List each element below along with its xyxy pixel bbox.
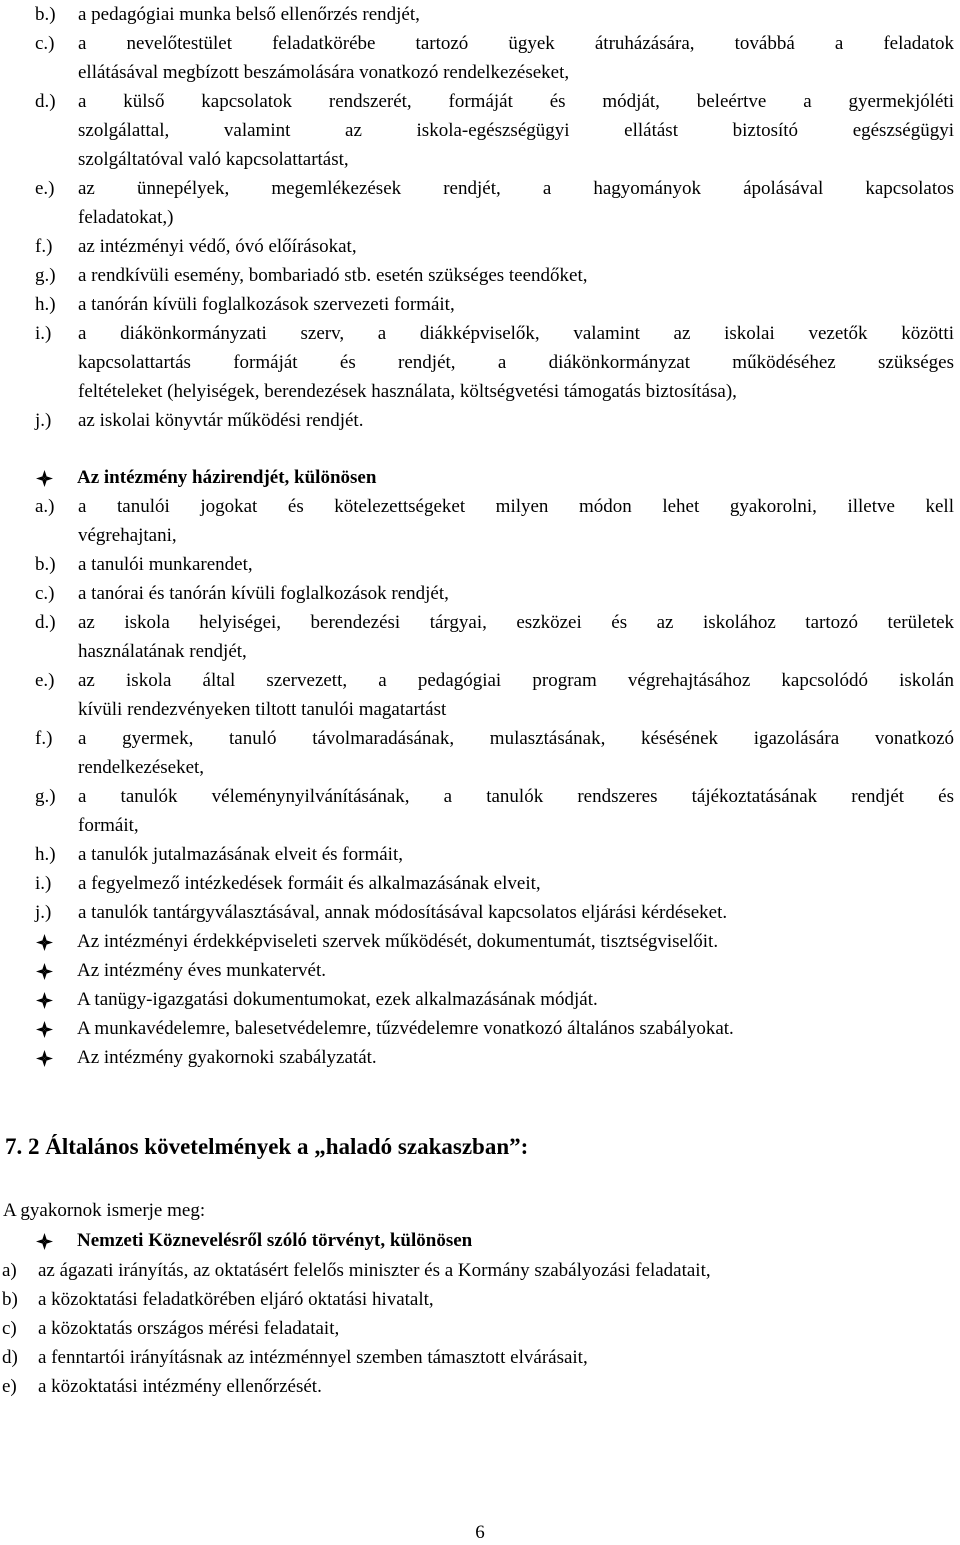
diamond-bullet-icon bbox=[36, 963, 53, 980]
item-label: i.) bbox=[35, 323, 52, 344]
bullet-text: A tanügy-igazgatási dokumentumokat, ezek alkalmazásának módját. bbox=[77, 989, 598, 1010]
item-text: a gyermek, tanuló távolmaradásának, mulasztásának, késésének igazolására vonatkozó bbox=[78, 728, 954, 749]
item-text: a közoktatás országos mérési feladatait, bbox=[38, 1318, 340, 1339]
item-text: az iskola által szervezett, a pedagógiai program végrehajtásához kapcsolódó iskolán bbox=[78, 670, 954, 691]
item-text: szolgáltatóval való kapcsolattartást, bbox=[78, 149, 349, 170]
item-text: a diákönkormányzati szerv, a diákképviselők, valamint az iskolai vezetők közötti bbox=[78, 323, 954, 344]
item-text: használatának rendjét, bbox=[78, 641, 247, 662]
item-text: a tanórai és tanórán kívüli foglalkozások rendjét, bbox=[78, 583, 449, 604]
item-text: kapcsolattartás formáját és rendjét, a diákönkormányzat működéséhez szükséges bbox=[78, 352, 954, 373]
item-label: e.) bbox=[35, 178, 55, 199]
item-text: feltételeket (helyiségek, berendezések használata, költségvetési támogatás biztosítása), bbox=[78, 381, 737, 402]
bullet-text: Az intézmény gyakornoki szabályzatát. bbox=[77, 1047, 377, 1068]
item-label: c) bbox=[2, 1318, 17, 1339]
item-label: b.) bbox=[35, 554, 56, 575]
item-text: szolgálattal, valamint az iskola-egészségügyi ellátást biztosító egészségügyi bbox=[78, 120, 954, 141]
item-label: f.) bbox=[35, 236, 53, 257]
diamond-bullet-icon bbox=[36, 1050, 53, 1067]
diamond-bullet-icon bbox=[36, 934, 53, 951]
item-label: d) bbox=[2, 1347, 18, 1368]
item-text: az iskola helyiségei, berendezési tárgyai, eszközei és az iskolához tartozó területek bbox=[78, 612, 954, 633]
item-label: c.) bbox=[35, 33, 55, 54]
item-label: a) bbox=[2, 1260, 17, 1281]
item-text: kívüli rendezvényeken tiltott tanulói magatartást bbox=[78, 699, 447, 720]
item-label: i.) bbox=[35, 873, 52, 894]
item-label: c.) bbox=[35, 583, 55, 604]
item-text: a tanórán kívüli foglalkozások szervezeti formáit, bbox=[78, 294, 455, 315]
item-text: a tanulók véleménynyilvánításának, a tanulók rendszeres tájékoztatásának rendjét és bbox=[78, 786, 954, 807]
item-text: a tanulók tantárgyválasztásával, annak módosításával kapcsolatos eljárási kérdéseket. bbox=[78, 902, 728, 923]
item-text: a pedagógiai munka belső ellenőrzés rendjét, bbox=[78, 4, 420, 25]
item-text: az intézményi védő, óvó előírásokat, bbox=[78, 236, 357, 257]
item-text: a tanulók jutalmazásának elveit és formáit, bbox=[78, 844, 403, 865]
item-text: a külső kapcsolatok rendszerét, formáját és módját, beleértve a gyermekjóléti bbox=[78, 91, 954, 112]
item-text: a nevelőtestület feladatkörébe tartozó ügyek átruházására, továbbá a feladatok bbox=[78, 33, 954, 54]
item-label: g.) bbox=[35, 265, 56, 286]
item-text: formáit, bbox=[78, 815, 139, 836]
diamond-bullet-icon bbox=[36, 1233, 53, 1250]
item-label: a.) bbox=[35, 496, 55, 517]
diamond-bullet-icon bbox=[36, 992, 53, 1009]
item-text: a rendkívüli esemény, bombariadó stb. esetén szükséges teendőket, bbox=[78, 265, 588, 286]
intro-label: A gyakornok ismerje meg: bbox=[3, 1200, 206, 1221]
item-label: b) bbox=[2, 1289, 18, 1310]
item-text: az ünnepélyek, megemlékezések rendjét, a hagyományok ápolásával kapcsolatos bbox=[78, 178, 954, 199]
item-text: a közoktatási intézmény ellenőrzését. bbox=[38, 1376, 322, 1397]
heading-text: Az intézmény házirendjét, különösen bbox=[77, 467, 377, 488]
item-text: rendelkezéseket, bbox=[78, 757, 205, 778]
item-text: a fegyelmező intézkedések formáit és alkalmazásának elveit, bbox=[78, 873, 541, 894]
item-text: a közoktatási feladatkörében eljáró oktatási hivatalt, bbox=[38, 1289, 434, 1310]
item-label: j.) bbox=[35, 902, 52, 923]
item-label: h.) bbox=[35, 844, 56, 865]
section-heading: 7. 2 Általános követelmények a „haladó szakaszban”: bbox=[5, 1134, 529, 1159]
item-label: b.) bbox=[35, 4, 56, 25]
item-text: a fenntartói irányításnak az intézménnyel szemben támasztott elvárásait, bbox=[38, 1347, 588, 1368]
item-label: e.) bbox=[35, 670, 55, 691]
item-label: f.) bbox=[35, 728, 53, 749]
item-label: j.) bbox=[35, 410, 52, 431]
diamond-bullet-icon bbox=[36, 470, 53, 487]
item-label: e) bbox=[2, 1376, 17, 1397]
bullet-text: Az intézmény éves munkatervét. bbox=[77, 960, 327, 981]
item-label: g.) bbox=[35, 786, 56, 807]
item-text: az iskolai könyvtár működési rendjét. bbox=[78, 410, 364, 431]
item-label: d.) bbox=[35, 612, 56, 633]
diamond-bullet-icon bbox=[36, 1021, 53, 1038]
item-text: a tanulói jogokat és kötelezettségeket milyen módon lehet gyakorolni, illetve kell bbox=[78, 496, 954, 517]
item-text: ellátásával megbízott beszámolására vonatkozó rendelkezéseket, bbox=[78, 62, 570, 83]
heading-text: Nemzeti Köznevelésről szóló törvényt, különösen bbox=[77, 1230, 473, 1251]
item-label: h.) bbox=[35, 294, 56, 315]
item-label: d.) bbox=[35, 91, 56, 112]
bullet-text: Az intézményi érdekképviseleti szervek működését, dokumentumát, tisztségviselőit. bbox=[77, 931, 719, 952]
bullet-text: A munkavédelemre, balesetvédelemre, tűzvédelemre vonatkozó általános szabályokat. bbox=[77, 1018, 734, 1039]
item-text: a tanulói munkarendet, bbox=[78, 554, 253, 575]
item-text: végrehajtani, bbox=[78, 525, 177, 546]
page-number: 6 bbox=[475, 1522, 485, 1543]
item-text: az ágazati irányítás, az oktatásért felelős miniszter és a Kormány szabályozási feladatait, bbox=[38, 1260, 711, 1281]
item-text: feladatokat,) bbox=[78, 207, 174, 228]
